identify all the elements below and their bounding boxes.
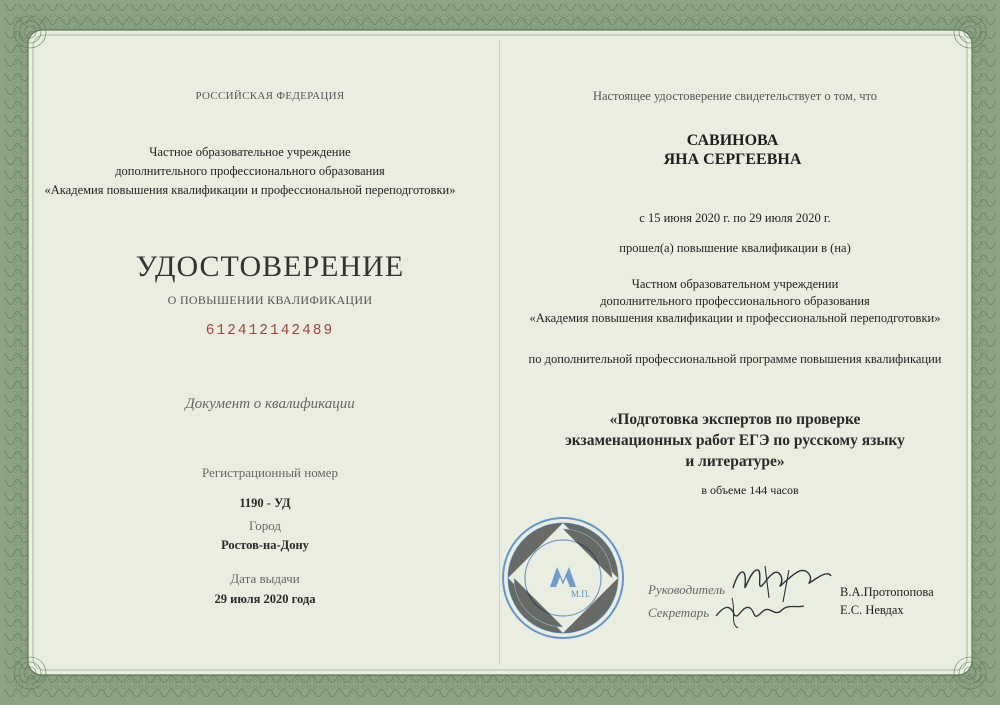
recipient-surname: САВИНОВА	[686, 132, 779, 149]
document-type: Документ о квалификации	[185, 396, 355, 412]
program-volume: в объеме 144 часов	[701, 483, 799, 497]
org-line-1: Частное образовательное учреждение	[149, 145, 351, 159]
intro-text: Настоящее удостоверение свидетельствует о том, что	[592, 89, 878, 103]
head-name: В.А.Протопопова	[840, 585, 934, 599]
secretary-label: Секретарь	[648, 605, 710, 620]
study-period: с 15 июня 2020 г. по 29 июля 2020 г.	[639, 211, 831, 225]
issue-date-value: 29 июля 2020 года	[214, 592, 316, 606]
country-label: РОССИЙСКАЯ ФЕДЕРАЦИЯ	[195, 90, 345, 102]
program-line-1: «Подготовка экспертов по проверке	[609, 411, 861, 428]
secretary-name: Е.С. Невдах	[840, 603, 904, 617]
recipient-name: ЯНА СЕРГЕЕВНА	[663, 151, 802, 168]
program-intro: по дополнительной профессиональной программе повышения квалификации	[528, 352, 942, 366]
registration-value: 1190 - УД	[239, 496, 291, 510]
serial-number: 612412142489	[205, 323, 335, 339]
program-line-3: и литературе»	[685, 453, 785, 470]
issue-date-label: Дата выдачи	[230, 571, 300, 586]
head-label: Руководитель	[648, 582, 726, 597]
document-title: УДОСТОВЕРЕНИЕ	[135, 250, 405, 283]
org-line-1: Частном образовательном учреждении	[631, 277, 839, 291]
org-line-3: «Академия повышения квалификации и профессиональной переподготовки»	[44, 183, 456, 197]
stamp-label: М.П.	[571, 589, 591, 599]
document-subtitle: О ПОВЫШЕНИИ КВАЛИФИКАЦИИ	[167, 293, 373, 307]
registration-label: Регистрационный номер	[202, 465, 338, 480]
program-line-2: экзаменационных работ ЕГЭ по русскому языку	[565, 432, 905, 449]
passed-text: прошел(а) повышение квалификации в (на)	[619, 241, 851, 255]
city-value: Ростов-на-Дону	[221, 538, 309, 552]
org-line-2: дополнительного профессионального образования	[600, 294, 870, 308]
org-line-3: «Академия повышения квалификации и профессиональной переподготовки»	[529, 311, 941, 325]
secretary-signature	[712, 592, 807, 632]
org-line-2: дополнительного профессионального образования	[115, 164, 385, 178]
city-label: Город	[248, 518, 282, 533]
official-seal	[500, 515, 626, 641]
